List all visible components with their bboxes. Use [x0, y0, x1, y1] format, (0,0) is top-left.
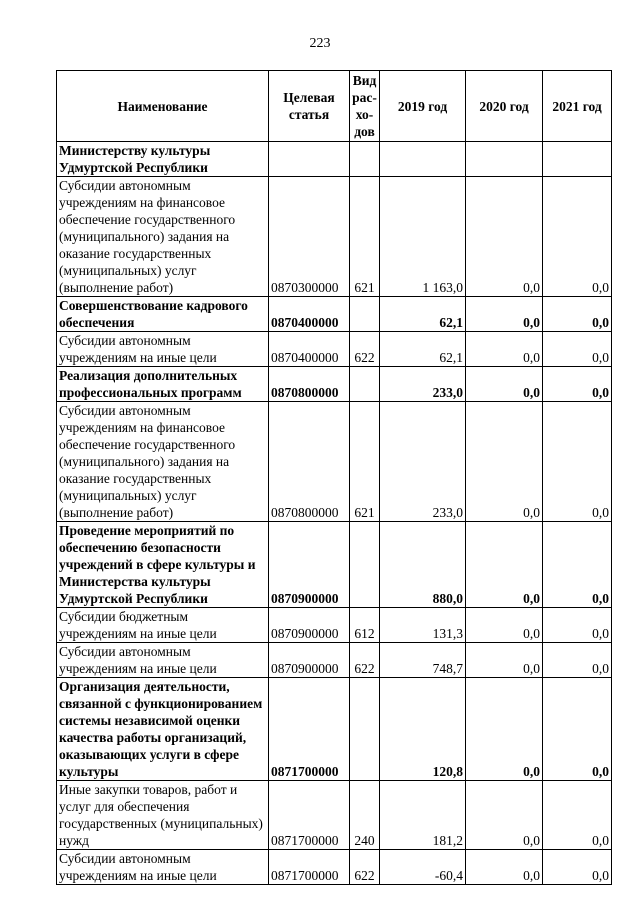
row-code: 0871700000 [269, 781, 350, 850]
row-2021: 0,0 [543, 402, 612, 522]
row-2019: 1 163,0 [380, 177, 466, 297]
row-name-line: Министерству культуры [59, 143, 211, 158]
table-row [57, 402, 612, 522]
row-name-line: связанной с функционированием [59, 696, 263, 711]
row-2019: 880,0 [380, 522, 466, 608]
row-vid: 612 [350, 608, 380, 643]
row-vid: 622 [350, 850, 380, 885]
row-name-line: (выполнение работ) [59, 280, 174, 295]
row-name-line: обеспечение государственного [59, 212, 236, 227]
row-2019: 62,1 [380, 332, 466, 367]
row-name-cell [57, 643, 269, 678]
row-code: 0870900000 [269, 643, 350, 678]
row-name-cell [57, 142, 269, 177]
row-name-line: учреждениям на иные цели [59, 626, 217, 641]
row-2021: 0,0 [543, 781, 612, 850]
page-number: 223 [309, 36, 331, 51]
row-name-cell [57, 402, 269, 522]
table-row [57, 781, 612, 850]
row-name-cell [57, 367, 269, 402]
row-2019: 181,2 [380, 781, 466, 850]
row-name-line: государственных (муниципальных) [59, 816, 263, 831]
row-code [269, 142, 350, 177]
row-vid: 622 [350, 643, 380, 678]
row-code: 0870900000 [269, 522, 350, 608]
row-2021: 0,0 [543, 643, 612, 678]
row-2021: 0,0 [543, 177, 612, 297]
row-name-line: Субсидии автономным [59, 333, 191, 348]
row-2019: 233,0 [380, 367, 466, 402]
row-2021: 0,0 [543, 850, 612, 885]
row-name-line: учреждений в сфере культуры и [59, 557, 256, 572]
row-vid [350, 522, 380, 608]
header-name: Наименование [57, 71, 269, 142]
row-name-line: обеспечению безопасности [59, 540, 221, 555]
header-vid [350, 71, 380, 142]
table-row [57, 643, 612, 678]
row-name-line: (муниципальных) услуг [59, 263, 197, 278]
row-name-cell [57, 297, 269, 332]
row-name-line: Проведение мероприятий по [59, 523, 235, 538]
row-name-line: оказывающих услуги в сфере [59, 747, 239, 762]
row-name-line: (муниципального) задания на [59, 454, 230, 469]
row-2020: 0,0 [466, 402, 543, 522]
row-2020: 0,0 [466, 608, 543, 643]
row-2020: 0,0 [466, 781, 543, 850]
row-2020: 0,0 [466, 850, 543, 885]
row-2020: 0,0 [466, 177, 543, 297]
row-name-cell [57, 850, 269, 885]
row-2020: 0,0 [466, 332, 543, 367]
header-2019: 2019 год [380, 71, 466, 142]
table-row [57, 297, 612, 332]
row-name-line: Субсидии автономным [59, 644, 191, 659]
row-name-line: Субсидии автономным [59, 178, 191, 193]
header-vid-line: дов [354, 124, 375, 139]
row-name-line: нужд [59, 833, 89, 848]
row-2019: 233,0 [380, 402, 466, 522]
row-2021: 0,0 [543, 332, 612, 367]
row-name-line: системы независимой оценки [59, 713, 241, 728]
table-row [57, 367, 612, 402]
row-name-line: оказание государственных [59, 246, 212, 261]
row-name-line: учреждениям на иные цели [59, 661, 217, 676]
row-name-line: качества работы организаций, [59, 730, 247, 745]
row-code: 0871700000 [269, 850, 350, 885]
row-2019: 120,8 [380, 678, 466, 781]
row-name-line: учреждениям на финансовое [59, 195, 225, 210]
row-2020 [466, 142, 543, 177]
row-name-line: обеспечение государственного [59, 437, 236, 452]
row-code: 0870900000 [269, 608, 350, 643]
row-2020: 0,0 [466, 522, 543, 608]
row-name-line: Министерства культуры [59, 574, 211, 589]
row-2021: 0,0 [543, 678, 612, 781]
table-row [57, 850, 612, 885]
row-name-line: учреждениям на финансовое [59, 420, 225, 435]
row-2021: 0,0 [543, 522, 612, 608]
table-row [57, 177, 612, 297]
row-name-line: культуры [59, 764, 119, 779]
row-2020: 0,0 [466, 297, 543, 332]
row-name-cell [57, 332, 269, 367]
row-name-cell [57, 608, 269, 643]
row-code: 0870300000 [269, 177, 350, 297]
row-name-line: (выполнение работ) [59, 505, 174, 520]
row-vid: 240 [350, 781, 380, 850]
row-name-line: Реализация дополнительных [59, 368, 238, 383]
row-2021: 0,0 [543, 608, 612, 643]
header-vid-line: Вид [352, 73, 377, 88]
row-2021: 0,0 [543, 297, 612, 332]
row-code: 0871700000 [269, 678, 350, 781]
row-2019: 131,3 [380, 608, 466, 643]
row-name-line: (муниципального) задания на [59, 229, 230, 244]
table-row [57, 522, 612, 608]
row-name-cell [57, 522, 269, 608]
row-name-line: Иные закупки товаров, работ и [59, 782, 238, 797]
row-name-line: (муниципальных) услуг [59, 488, 197, 503]
row-vid [350, 678, 380, 781]
table-body [57, 142, 612, 885]
row-2019: -60,4 [380, 850, 466, 885]
row-2020: 0,0 [466, 678, 543, 781]
row-2021: 0,0 [543, 367, 612, 402]
row-name-line: Организация деятельности, [59, 679, 230, 694]
row-2020: 0,0 [466, 367, 543, 402]
row-code: 0870400000 [269, 332, 350, 367]
header-vid-line: рас- [352, 90, 377, 105]
row-name-line: обеспечения [59, 315, 135, 330]
row-code: 0870800000 [269, 367, 350, 402]
row-vid [350, 297, 380, 332]
row-name-line: учреждениям на иные цели [59, 350, 217, 365]
row-vid: 621 [350, 402, 380, 522]
row-name-cell [57, 678, 269, 781]
row-code: 0870400000 [269, 297, 350, 332]
row-2021 [543, 142, 612, 177]
row-name-line: учреждениям на иные цели [59, 868, 217, 883]
row-name-cell [57, 781, 269, 850]
table-header-row [57, 71, 612, 142]
row-2019 [380, 142, 466, 177]
header-code: Целевая статья [269, 71, 350, 142]
row-2020: 0,0 [466, 643, 543, 678]
budget-table [56, 70, 612, 885]
header-2021: 2021 год [543, 71, 612, 142]
row-name-line: Субсидии автономным [59, 851, 191, 866]
row-vid: 622 [350, 332, 380, 367]
row-name-line: Совершенствование кадрового [59, 298, 248, 313]
row-name-cell [57, 177, 269, 297]
table-row [57, 608, 612, 643]
row-name-line: профессиональных программ [59, 385, 242, 400]
row-name-line: Удмуртской Республики [59, 160, 208, 175]
table-row [57, 332, 612, 367]
row-name-line: Субсидии автономным [59, 403, 191, 418]
header-vid-line: хо- [355, 107, 374, 122]
row-2019: 748,7 [380, 643, 466, 678]
table-row [57, 142, 612, 177]
table-row [57, 678, 612, 781]
row-vid: 621 [350, 177, 380, 297]
row-vid [350, 142, 380, 177]
row-name-line: услуг для обеспечения [59, 799, 190, 814]
header-2020: 2020 год [466, 71, 543, 142]
row-name-line: оказание государственных [59, 471, 212, 486]
row-code: 0870800000 [269, 402, 350, 522]
row-2019: 62,1 [380, 297, 466, 332]
row-vid [350, 367, 380, 402]
row-name-line: Субсидии бюджетным [59, 609, 189, 624]
row-name-line: Удмуртской Республики [59, 591, 208, 606]
